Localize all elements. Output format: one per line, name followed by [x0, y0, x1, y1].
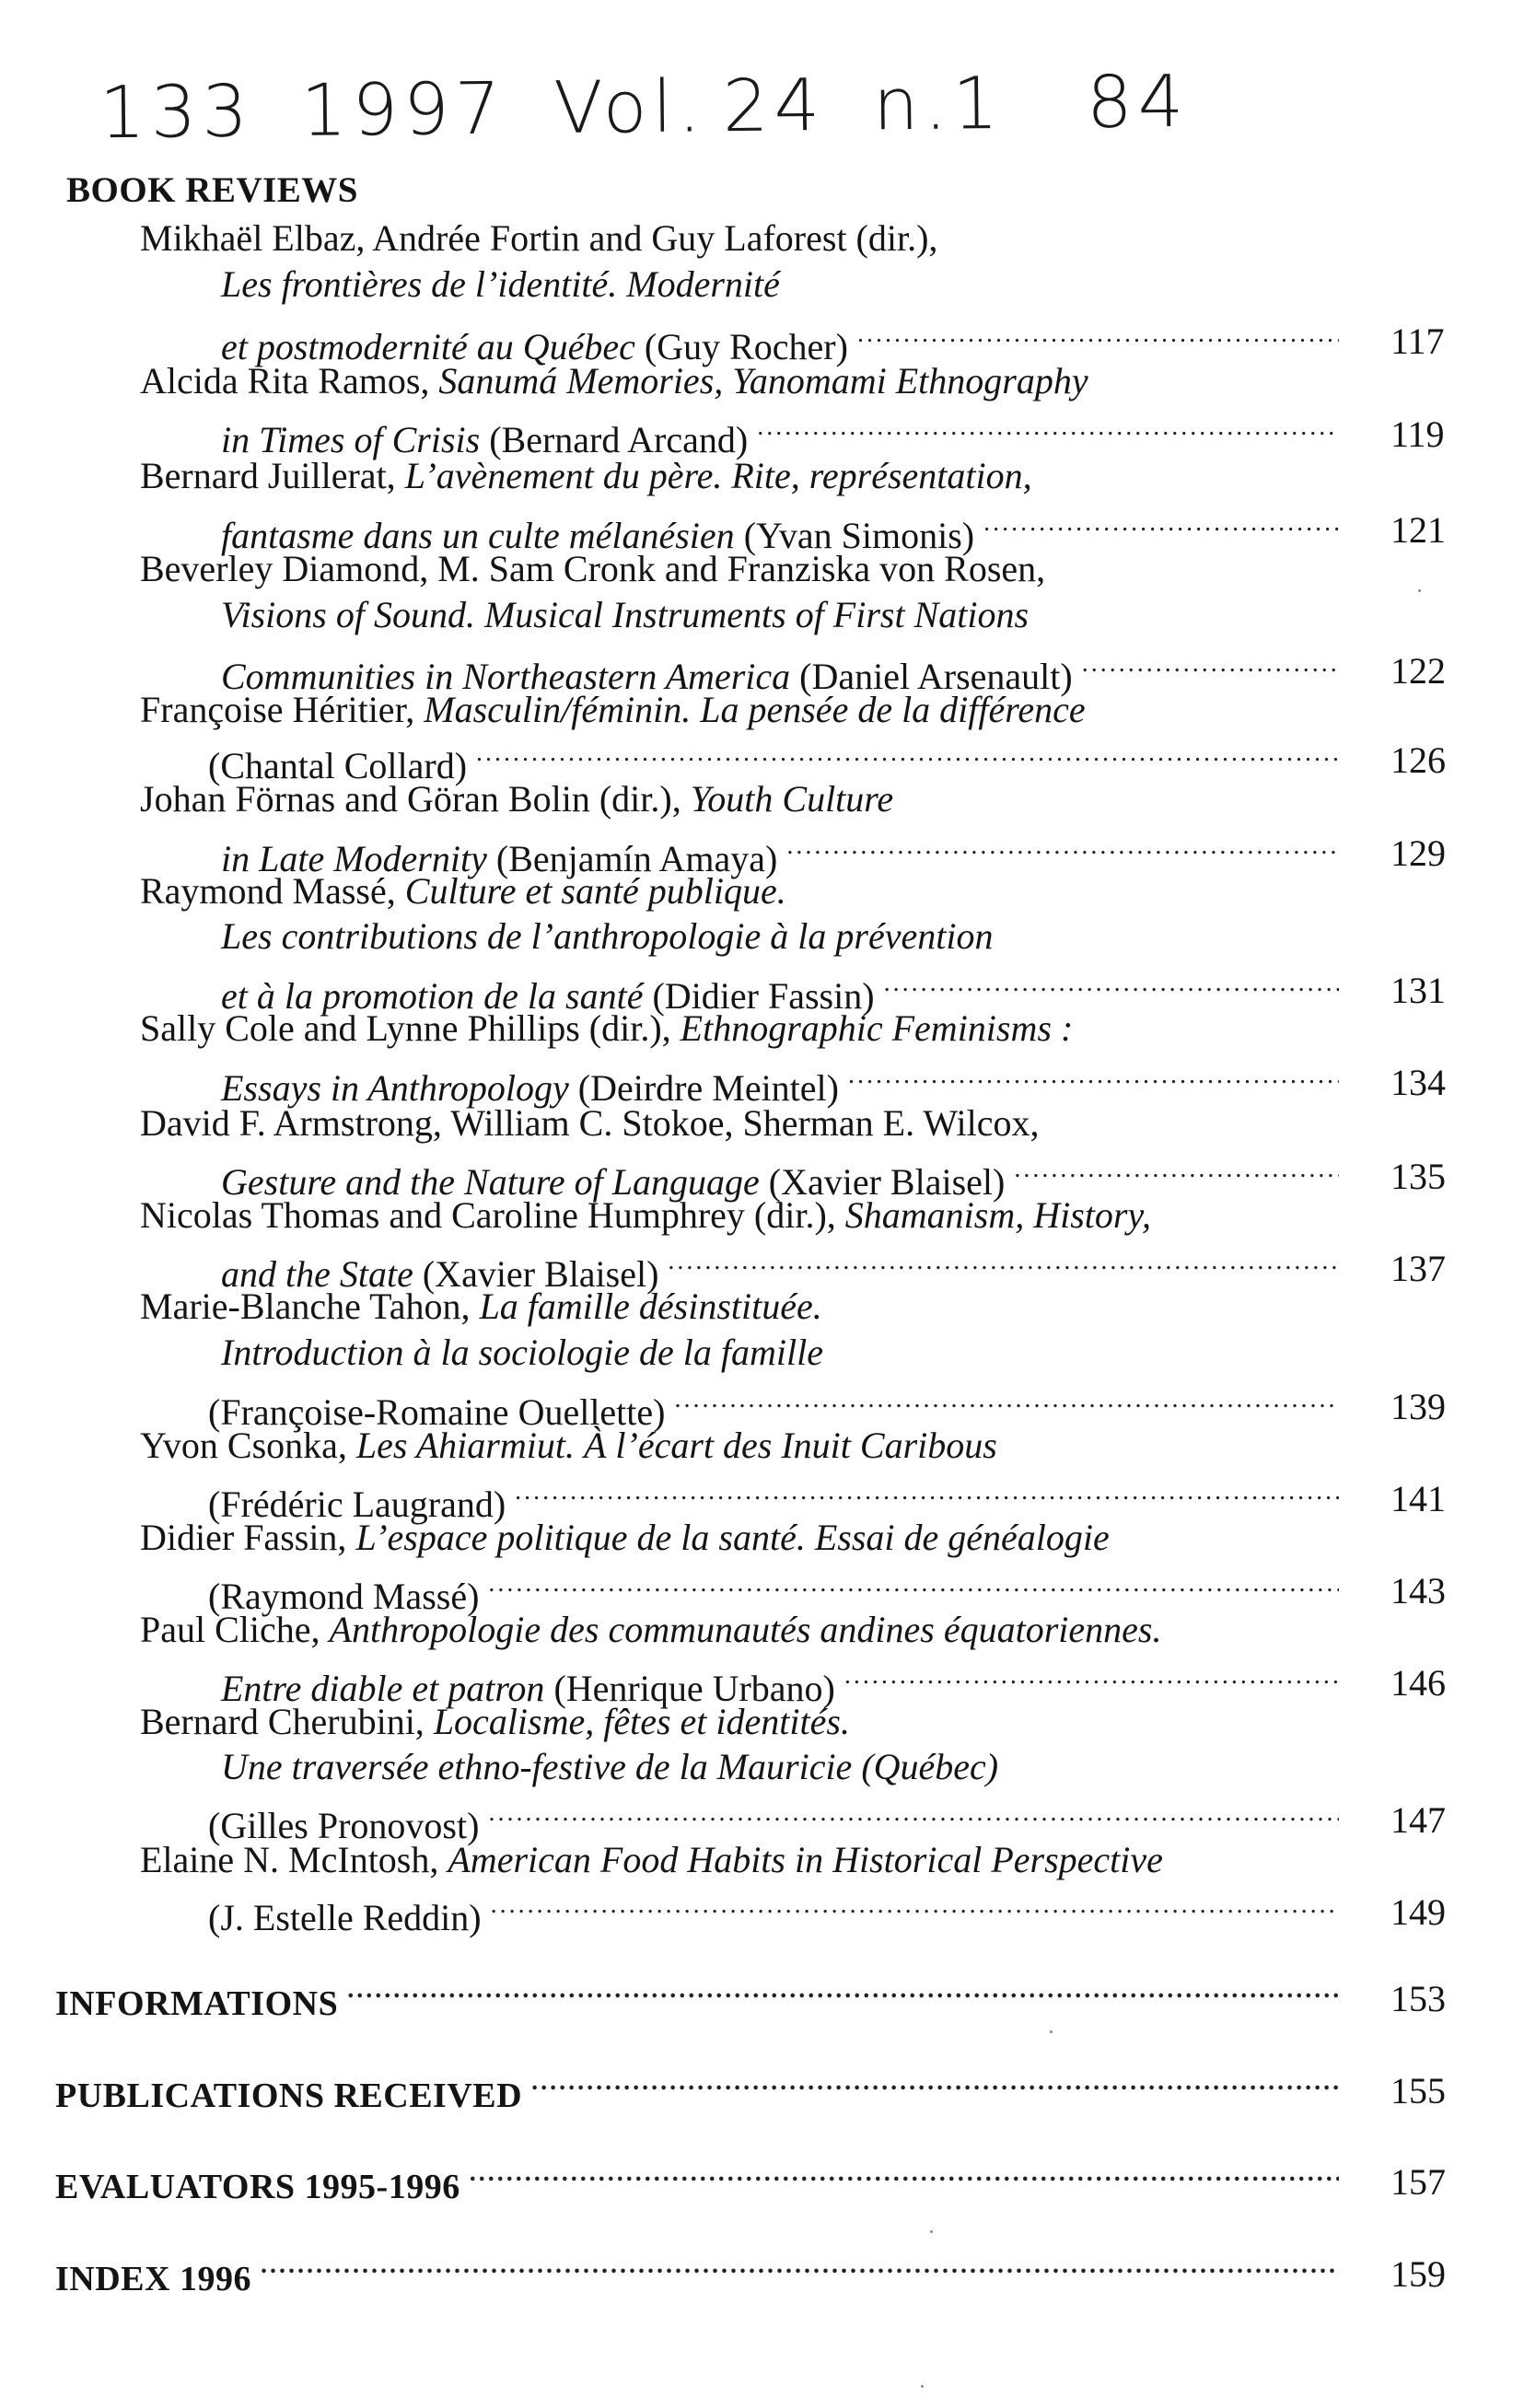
review-title-text: Youth Culture	[690, 778, 894, 820]
review-entry-line	[0, 1099, 1524, 1148]
toc-section-label: PUBLICATIONS RECEIVED	[55, 2076, 523, 2115]
review-author-text: (Deirdre Meintel)	[568, 1067, 839, 1109]
page-number: 141	[1390, 1478, 1446, 1519]
page-number: 153	[1390, 1978, 1446, 2019]
review-entry-continuation	[0, 1742, 1524, 1792]
review-entry-text	[221, 1746, 998, 1787]
review-title-text: and the State	[221, 1253, 413, 1295]
review-author-text: Marie-Blanche Tahon,	[140, 1285, 480, 1327]
review-title-text: Essays in Anthropology	[221, 1067, 569, 1109]
review-title-text: Culture et santé publique.	[404, 870, 786, 912]
review-entry-continuation	[0, 1375, 1524, 1433]
toc-section-line	[0, 2240, 1524, 2298]
page-number: 149	[1390, 1891, 1446, 1933]
review-title-text: Communities in Northeastern America	[221, 656, 791, 697]
review-entry-text	[140, 1285, 822, 1327]
review-entry-continuation	[0, 728, 1524, 786]
handwritten-year: 1997	[300, 67, 506, 153]
review-entry-text	[140, 1517, 1110, 1558]
page-number: 135	[1390, 1156, 1446, 1197]
dot-leader	[488, 1559, 1339, 1609]
review-author-text: (Raymond Massé)	[208, 1576, 480, 1617]
review-author-text: (Frédéric Laugrand)	[208, 1483, 506, 1525]
review-author-text: Bernard Juillerat,	[140, 455, 405, 496]
dot-leader	[1014, 1145, 1339, 1194]
review-entry-text	[140, 1701, 850, 1742]
review-entry-line	[0, 356, 1524, 406]
review-title-text: fantasme dans un culte mélanésien	[221, 515, 735, 556]
review-entry-continuation	[0, 1467, 1524, 1525]
toc-section-line	[0, 1965, 1524, 2023]
dot-leader	[347, 1965, 1339, 2015]
review-entry-continuation	[0, 912, 1524, 961]
review-author-text: (Françoise-Romaine Ouellette)	[208, 1391, 666, 1433]
review-author-text: (Daniel Arsenault)	[790, 656, 1073, 697]
dot-leader	[476, 728, 1339, 778]
review-author-text: (Xavier Blaisel)	[413, 1253, 659, 1295]
dot-leader	[488, 1788, 1339, 1838]
review-author-text: (Xavier Blaisel)	[759, 1161, 1006, 1203]
dot-leader	[674, 1375, 1339, 1425]
page-number: 129	[1390, 832, 1446, 874]
review-author-text: Mikhaël Elbaz, Andrée Fortin and Guy Laforest (dir.),	[140, 217, 938, 259]
page-number: 157	[1390, 2161, 1446, 2203]
review-title-text: American Food Habits in Historical Perspective	[448, 1839, 1163, 1880]
review-entry-continuation	[0, 309, 1524, 367]
review-author-text: (Gilles Pronovost)	[208, 1805, 480, 1846]
review-entry-line	[0, 774, 1524, 824]
page-number: 121	[1390, 509, 1446, 551]
review-author-text: Nicolas Thomas and Caroline Humphrey (dir.),	[140, 1194, 845, 1236]
review-entry-continuation	[0, 1237, 1524, 1295]
review-title-text: L’avènement du père. Rite, représentation,	[404, 455, 1032, 496]
review-entry-text	[140, 689, 1086, 730]
review-entry-text	[140, 1194, 1151, 1236]
review-entry-line	[0, 1697, 1524, 1747]
review-author-text: Beverley Diamond, M. Sam Cronk and Franziska von Rosen,	[140, 548, 1046, 589]
dot-leader	[857, 309, 1339, 359]
dot-leader	[757, 402, 1339, 452]
review-title-text: Localisme, fêtes et identités.	[433, 1701, 850, 1742]
review-entry-continuation	[0, 821, 1524, 879]
review-title-text: Ethnographic Feminisms :	[680, 1007, 1074, 1049]
review-author-text: David F. Armstrong, William C. Stokoe, Sherman E. Wilcox,	[140, 1102, 1040, 1144]
page-number: 122	[1390, 650, 1446, 692]
review-entry-continuation	[0, 1559, 1524, 1617]
review-entry-line	[0, 1513, 1524, 1563]
page-number: 159	[1390, 2253, 1446, 2295]
review-title-text: Masculin/féminin. La pensée de la différence	[424, 689, 1086, 730]
review-entry-text	[221, 594, 1029, 635]
review-entry-continuation	[0, 1051, 1524, 1109]
dot-leader	[1082, 639, 1339, 689]
page-number: 146	[1390, 1662, 1446, 1704]
review-author-text: (Bernard Arcand)	[480, 419, 749, 460]
page-number: 143	[1390, 1570, 1446, 1611]
dot-leader	[844, 1651, 1339, 1701]
review-author-text: (Benjamín Amaya)	[486, 838, 778, 879]
review-author-text: Françoise Héritier,	[140, 689, 425, 730]
toc-section-label: EVALUATORS 1995-1996	[55, 2168, 460, 2206]
review-entry-line	[0, 1282, 1524, 1332]
review-author-text: Didier Fassin,	[140, 1517, 356, 1558]
review-author-text: Alcida Rita Ramos,	[140, 360, 439, 401]
review-entry-text	[140, 360, 1088, 401]
review-entry-text	[208, 1893, 482, 1943]
review-author-text: (Chantal Collard)	[208, 745, 468, 786]
review-entry-line	[0, 544, 1524, 594]
review-entry-text	[140, 778, 893, 820]
review-title-text: Shamanism, History,	[844, 1194, 1152, 1236]
review-author-text: (Didier Fassin)	[643, 975, 875, 1017]
review-entry-text	[140, 455, 1032, 496]
handwritten-issue: n.1	[872, 62, 1005, 147]
review-author-text: Sally Cole and Lynne Phillips (dir.),	[140, 1007, 681, 1049]
page-number: 137	[1390, 1248, 1446, 1289]
page-number: 147	[1390, 1799, 1446, 1841]
review-author-text: Elaine N. McIntosh,	[140, 1839, 448, 1880]
review-entry-line	[0, 685, 1524, 735]
review-title-text: Introduction à la sociologie de la famille	[221, 1332, 823, 1373]
dot-leader	[491, 1880, 1339, 1930]
review-author-text: Bernard Cherubini,	[140, 1701, 434, 1742]
handwritten-volume: 24	[722, 64, 826, 149]
review-entry-line	[0, 1004, 1524, 1053]
review-author-text: Paul Cliche,	[140, 1609, 330, 1650]
page-number: 134	[1390, 1062, 1446, 1103]
review-entry-text	[140, 217, 937, 259]
review-author-text: Johan Förnas and Göran Bolin (dir.),	[140, 778, 691, 820]
review-entry-text	[221, 915, 993, 957]
review-title-text: Les contributions de l’anthropologie à la prévention	[221, 915, 994, 957]
review-entry-continuation	[0, 498, 1524, 556]
review-entry-continuation	[0, 959, 1524, 1017]
review-entry-continuation	[0, 1880, 1524, 1938]
dot-leader	[470, 2148, 1339, 2198]
review-author-text: (Guy Rocher)	[634, 326, 848, 367]
review-author-text: (Henrique Urbano)	[544, 1668, 835, 1709]
handwritten-number: 133	[99, 70, 254, 156]
review-entry-continuation	[0, 590, 1524, 640]
review-entry-text	[140, 1102, 1039, 1144]
review-entry-continuation	[0, 1145, 1524, 1203]
review-entry-continuation	[0, 402, 1524, 460]
toc-section-label: INDEX 1996	[55, 2260, 251, 2298]
dot-leader	[848, 1051, 1339, 1100]
review-entry-continuation	[0, 1788, 1524, 1846]
review-entry-continuation	[0, 1651, 1524, 1709]
page-number: 155	[1390, 2070, 1446, 2111]
dot-leader	[531, 2057, 1339, 2107]
review-title-text: Les Ahiarmiut. À l’écart des Inuit Caribous	[355, 1425, 997, 1466]
review-title-text: Les frontières de l’identité. Modernité	[221, 263, 780, 305]
review-entry-line	[0, 1191, 1524, 1240]
review-title-text: et à la promotion de la santé	[221, 975, 644, 1017]
review-author-text: (J. Estelle Reddin)	[208, 1897, 482, 1938]
review-title-text: Gesture and the Nature of Language	[221, 1161, 760, 1203]
toc-section-line	[0, 2148, 1524, 2206]
review-entry-text	[221, 1332, 823, 1373]
book-reviews-heading: BOOK REVIEWS	[66, 170, 358, 210]
page-number: 119	[1390, 413, 1445, 455]
dot-leader	[884, 959, 1339, 1008]
review-entry-line	[0, 451, 1524, 501]
toc-section-line	[0, 2057, 1524, 2115]
review-entry-text	[140, 1839, 1163, 1880]
handwritten-volume-label: Vol.	[553, 65, 707, 151]
review-author-text: (Yvan Simonis)	[734, 515, 975, 556]
review-entry-text	[140, 548, 1045, 589]
handwritten-page: 84	[1086, 60, 1190, 145]
dot-leader	[786, 821, 1339, 871]
review-title-text: Anthropologie des communautés andines équatoriennes.	[329, 1609, 1162, 1650]
review-entry-continuation	[0, 1328, 1524, 1378]
review-entry-text	[140, 870, 786, 912]
page-number: 117	[1390, 320, 1445, 362]
review-entry-continuation	[0, 639, 1524, 697]
review-entry-text	[140, 1609, 1161, 1650]
review-author-text: Raymond Massé,	[140, 870, 405, 912]
review-title-text: Visions of Sound. Musical Instruments of First Nations	[221, 594, 1030, 635]
dot-leader	[983, 498, 1339, 548]
review-entry-line	[0, 214, 1524, 263]
review-entry-line	[0, 1835, 1524, 1885]
review-entry-text	[140, 1425, 997, 1466]
review-entry-continuation	[0, 260, 1524, 309]
page-number: 139	[1390, 1386, 1446, 1427]
review-title-text: Une traversée ethno-festive de la Mauricie (Québec)	[221, 1746, 999, 1787]
review-title-text: Entre diable et patron	[221, 1668, 545, 1709]
review-title-text: La famille désinstituée.	[479, 1285, 822, 1327]
review-entry-line	[0, 867, 1524, 916]
page-number: 126	[1390, 739, 1446, 781]
handwritten-note	[99, 61, 1190, 155]
review-entry-text	[221, 263, 780, 305]
review-entry-text	[140, 1007, 1073, 1049]
review-entry-line	[0, 1605, 1524, 1655]
dot-leader	[668, 1237, 1339, 1286]
page-number: 131	[1390, 970, 1446, 1011]
review-title-text: L’espace politique de la santé. Essai de généalogie	[355, 1517, 1110, 1558]
dot-leader	[515, 1467, 1339, 1517]
review-title-text: et postmodernité au Québec	[221, 326, 635, 367]
dot-leader	[261, 2240, 1339, 2290]
review-title-text: in Late Modernity	[221, 838, 487, 879]
review-title-text: Sanumá Memories, Yanomami Ethnography	[438, 360, 1088, 401]
review-author-text: Yvon Csonka,	[140, 1425, 356, 1466]
review-entry-line	[0, 1421, 1524, 1471]
review-title-text: in Times of Crisis	[221, 419, 481, 460]
toc-section-label: INFORMATIONS	[55, 1984, 339, 2023]
